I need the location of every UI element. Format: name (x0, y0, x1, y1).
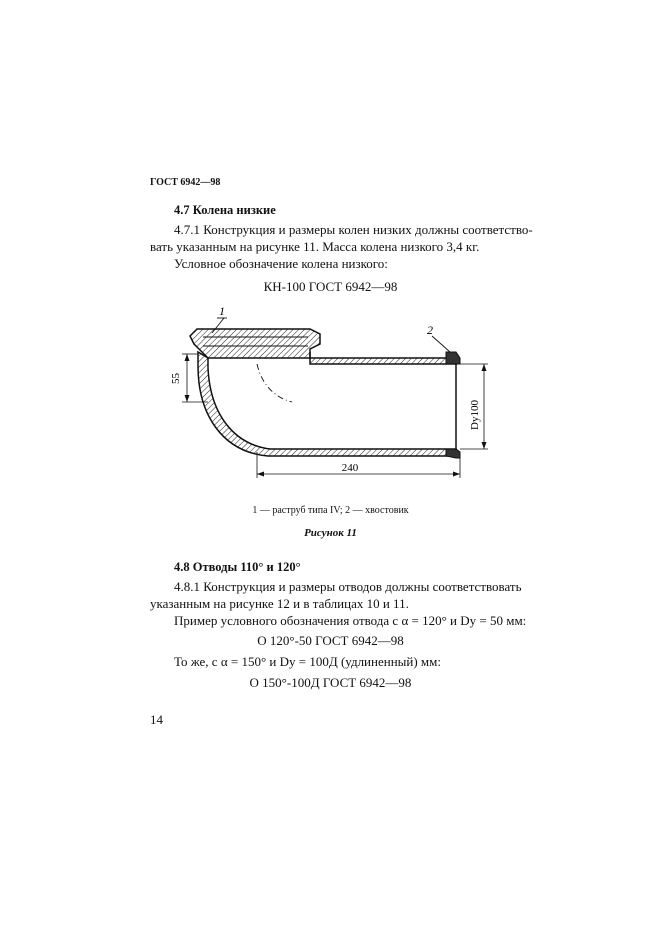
designation-o-150-100d: О 150°-100Д ГОСТ 6942—98 (249, 675, 412, 690)
designation-kn-100: КН-100 ГОСТ 6942—98 (263, 279, 398, 294)
callout-1-label: 1 (219, 305, 225, 318)
designation-same-line: То же, с α = 150° и Dу = 100Д (удлиненный) мм: (174, 654, 441, 669)
callout-2-label: 2 (427, 323, 433, 337)
section-4-7-paragraph-line-2: вать указанным на рисунке 11. Масса колена низкого 3,4 кг. (150, 239, 480, 254)
designation-example-line: Пример условного обозначения отвода с α = 120° и Dу = 50 мм: (174, 613, 527, 628)
page-number: 14 (150, 712, 163, 727)
section-4-7-title: 4.7 Колена низкие (174, 203, 276, 217)
center-line (257, 364, 292, 402)
figure-11-drawing (170, 305, 510, 490)
section-4-8-paragraph-line-2: указанным на рисунке 12 и в таблицах 10 и 11. (150, 596, 409, 611)
section-4-7-paragraph-line-3: Условное обозначение колена низкого: (174, 256, 388, 271)
dimension-55-label: 55 (170, 373, 182, 384)
pipe-body (198, 352, 456, 456)
document-header-code: ГОСТ 6942—98 (150, 177, 221, 188)
section-4-8-paragraph-line-1: 4.8.1 Конструкция и размеры отводов должны соответствовать (174, 579, 522, 594)
figure-11-title: Рисунок 11 (304, 527, 357, 539)
spigot-tail (446, 352, 460, 458)
section-4-8-title: 4.8 Отводы 110° и 120° (174, 560, 301, 574)
dimension-diameter-label: Dу100 (469, 400, 481, 430)
figure-11-legend: 1 — раструб типа IV; 2 — хвостовик (252, 505, 409, 516)
section-4-7-paragraph-line-1: 4.7.1 Конструкция и размеры колен низких должны соответство- (174, 222, 533, 237)
designation-o-120-50: О 120°-50 ГОСТ 6942—98 (257, 633, 404, 648)
socket-part (190, 329, 320, 358)
dimension-240-label: 240 (341, 462, 359, 474)
